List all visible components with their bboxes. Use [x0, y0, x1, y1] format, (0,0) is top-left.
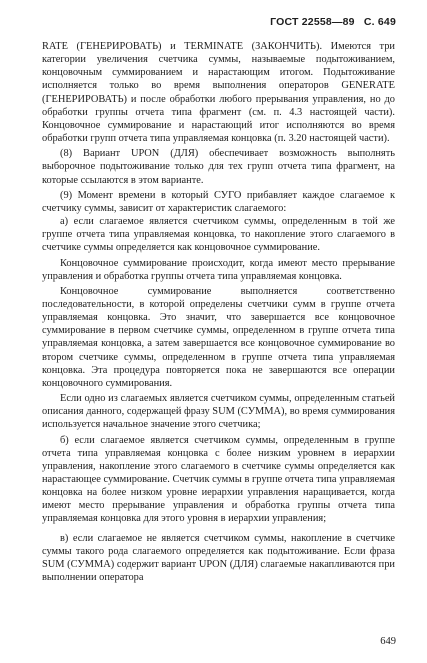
paragraph: Концовочное суммирование выполняется соответственно последовательности, в которой определены счетчики сумм в группе отчета управляемая концовка. Это значит, что завершается все концовочное суммирование в первом счетчике суммы, определенном в группе отчета типа управляемая концовка, а затем завершается все концовочное суммирование во втором счетчике суммы, определенном в группе отчета типа управляемая концовка. Эта процедура повторяется пока не завершаются все операции концовочного суммирования. [42, 285, 395, 389]
page-number: 649 [380, 636, 396, 647]
body-text [42, 40, 395, 584]
running-header [270, 16, 396, 28]
paragraph: в) если слагаемое не является счетчиком суммы, накопление в счетчике суммы такого рода слагаемого определяется как подытоживание. Если фраза SUM (СУММА) содержит вариант UPON (ДЛЯ) слагаемые накапливаются при выполнении оператора [42, 532, 395, 584]
paragraph: RATE (ГЕНЕРИРОВАТЬ) и TERMINATE (ЗАКОНЧИТЬ). Имеются три категории увеличения счетчика суммы, называемые подытоживанием, концовочным суммированием и нарастающим итогом. Подытоживание исполняется только во время выполнения операторов GENERATE (ГЕНЕРИРОВАТЬ) и после обработки любого прерывания управления, но до обработки группы отчета типа фрагмент (см. п. 4.3 настоящей части). Концовочное суммирование и нарастающий итог исполняются во время обработки групп отчета типа управляемая концовка (п. 3.20 настоящей части). [42, 41, 395, 145]
paragraph: (9) Момент времени в который СУГО прибавляет каждое слагаемое к счетчику суммы, зависит от характеристик слагаемого: [42, 189, 395, 214]
paragraph: Если одно из слагаемых является счетчиком суммы, определенным статьей описания данного, содержащей фразу SUM (СУММА), во время суммирования используется начальное значение этого счетчика; [42, 393, 395, 431]
page-label: С. 649 [363, 16, 396, 28]
paragraph: Концовочное суммирование происходит, когда имеют место прерывание управления и обработка группы отчета типа управляемая концовка. [42, 257, 395, 282]
paragraph: б) если слагаемое является счетчиком суммы, определенным в группе отчета типа управляемая концовка с более низким уровнем в иерархии управления, накопление этого слагаемого в счетчике суммы определяется как нарастающее суммирование. Счетчик суммы в группе отчета типа управляемая концовка на более низком уровне иерархии управления наращивается, когда имеют место прерывание управления и обработка группы отчета типа управляемая концовка для этого уровня в иерархии управления; [42, 434, 395, 525]
paragraph: а) если слагаемое является счетчиком суммы, определенным в той же группе отчета типа управляемая концовка, то накопление этого слагаемого в счетчике суммы определяется как концовочное суммирование. [42, 216, 395, 254]
standard-number: ГОСТ 22558—89 [270, 16, 355, 28]
paragraph: (8) Вариант UPON (ДЛЯ) обеспечивает возможность выполнять выборочное подытоживание только для тех групп отчета типа фрагмент, на которые ссылаются в этом варианте. [42, 148, 395, 186]
